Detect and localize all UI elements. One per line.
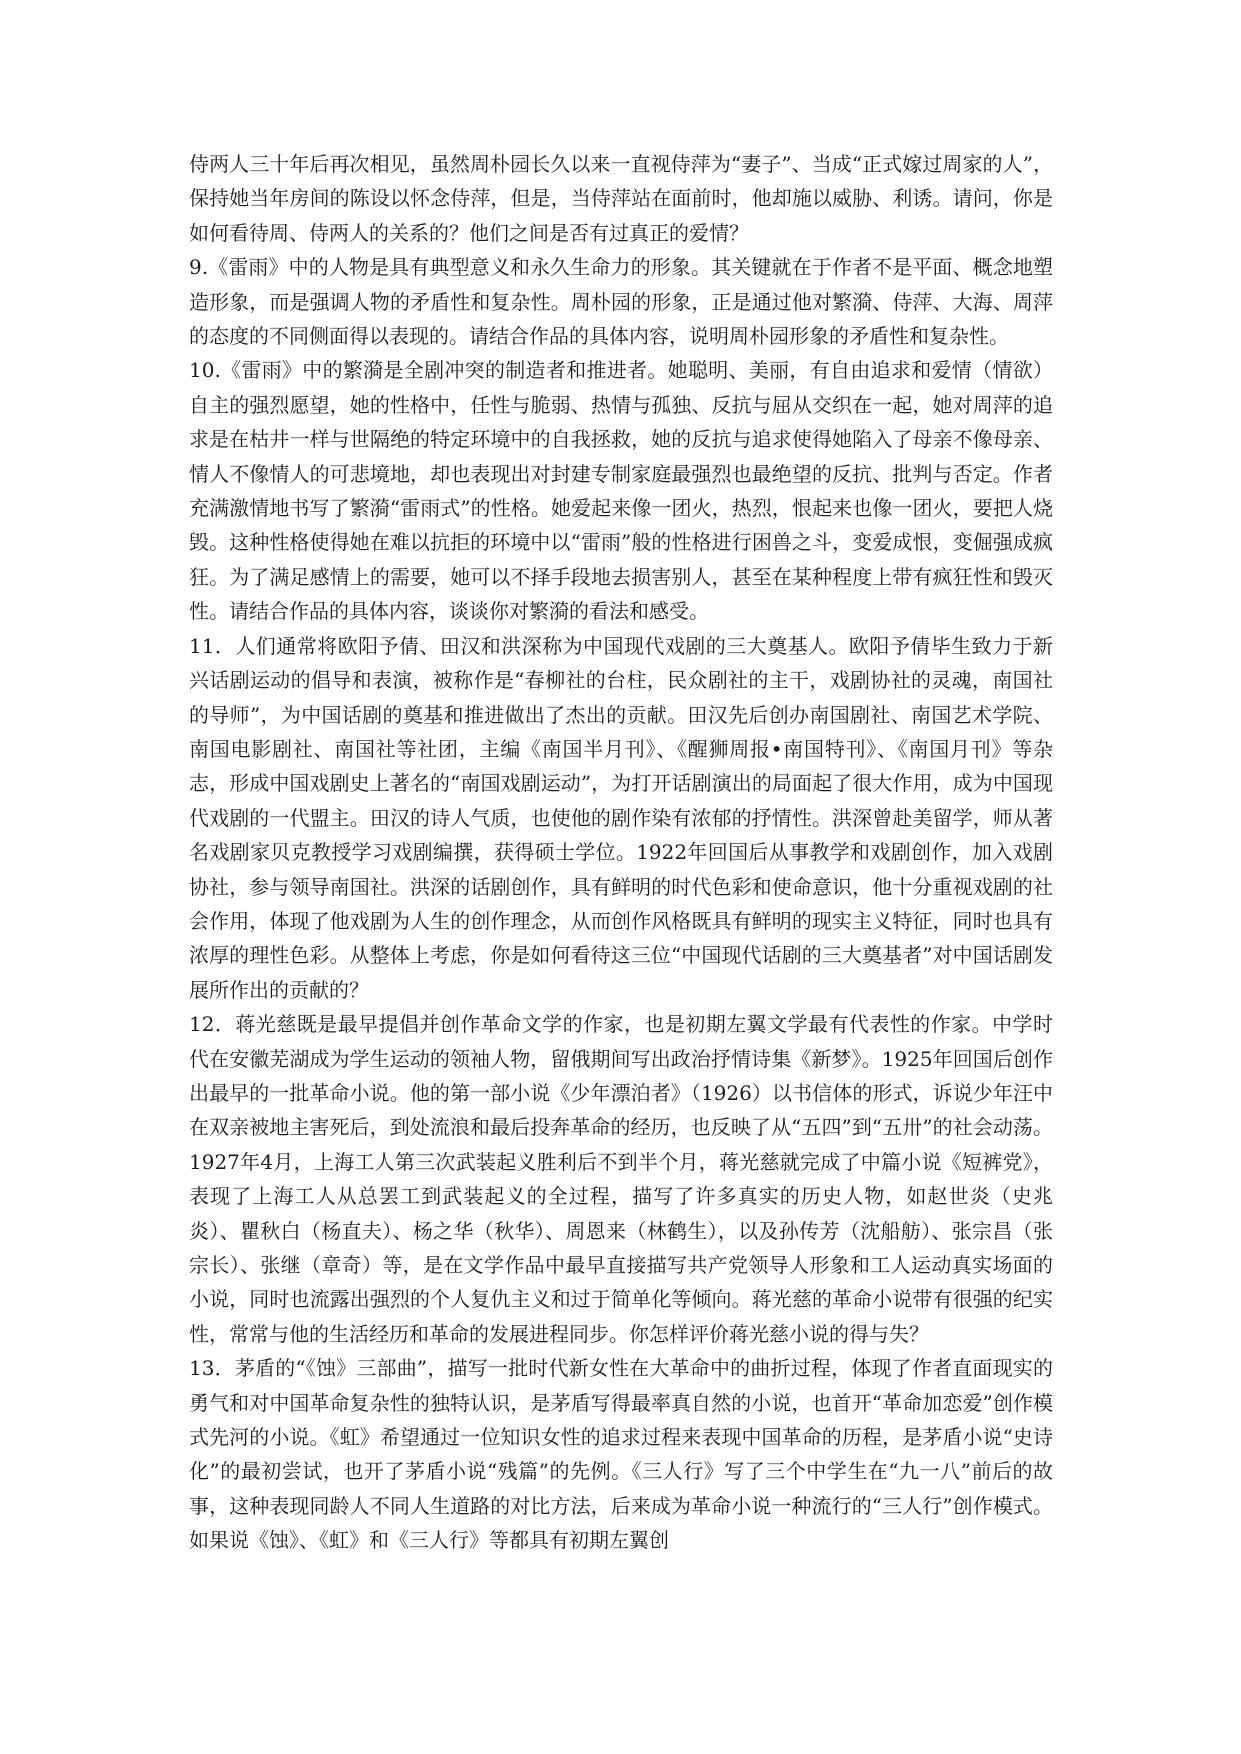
document-body xyxy=(189,147,1053,1558)
paragraph-continuation: 侍两人三十年后再次相见，虽然周朴园长久以来一直视侍萍为“妻子”、当成“正式嫁过周家的人”，保持她当年房间的陈设以怀念侍萍，但是，当侍萍站在面前时，他却施以威胁、利诱。请问，你是如何看待周、侍两人的关系的？他们之间是否有过真正的爱情？ xyxy=(189,152,1053,245)
paragraph-question-10: 10.《雷雨》中的繁漪是全剧冲突的制造者和推进者。她聪明、美丽，有自由追求和爱情（情欲）自主的强烈愿望，她的性格中，任性与脆弱、热情与孤独、反抗与屈从交织在一起，她对周萍的追求是在枯井一样与世隔绝的特定环境中的自我拯救，她的反抗与追求使得她陷入了母亲不像母亲、情人不像情人的可悲境地，却也表现出对封建专制家庭最强烈也最绝望的反抗、批判与否定。作者充满激情地书写了繁漪“雷雨式”的性格。她爱起来像一团火，热烈，恨起来也像一团火，要把人烧毁。这种性格使得她在难以抗拒的环境中以“雷雨”般的性格进行困兽之斗，变爱成恨，变倔强成疯狂。为了满足感情上的需要，她可以不择手段地去损害别人，甚至在某种程度上带有疯狂性和毁灭性。请结合作品的具体内容，谈谈你对繁漪的看法和感受。 xyxy=(189,358,1053,624)
paragraph-question-11: 11．人们通常将欧阳予倩、田汉和洪深称为中国现代戏剧的三大奠基人。欧阳予倩毕生致力于新兴话剧运动的倡导和表演，被称作是“春柳社的台柱，民众剧社的主干，戏剧协社的灵魂，南国社的导师”，为中国话剧的奠基和推进做出了杰出的贡献。田汉先后创办南国剧社、南国艺术学院、南国电影剧社、南国社等社团，主编《南国半月刊》、《醒狮周报•南国特刊》、《南国月刊》等杂志，形成中国戏剧史上著名的“南国戏剧运动”，为打开话剧演出的局面起了很大作用，成为中国现代戏剧的一代盟主。田汉的诗人气质，也使他的剧作染有浓郁的抒情性。洪深曾赴美留学，师从著名戏剧家贝克教授学习戏剧编撰，获得硕士学位。1922年回国后从事教学和戏剧创作，加入戏剧协社，参与领导南国社。洪深的话剧创作，具有鲜明的时代色彩和使命意识，他十分重视戏剧的社会作用，体现了他戏剧为人生的创作理念，从而创作风格既具有鲜明的现实主义特征，同时也具有浓厚的理性色彩。从整体上考虑，你是如何看待这三位“中国现代话剧的三大奠基者”对中国话剧发展所作出的贡献的？ xyxy=(189,633,1053,1002)
paragraph-question-12: 12．蒋光慈既是最早提倡并创作革命文学的作家，也是初期左翼文学最有代表性的作家。中学时代在安徽芜湖成为学生运动的领袖人物，留俄期间写出政治抒情诗集《新梦》。1925年回国后创作出最早的一批革命小说。他的第一部小说《少年漂泊者》（1926）以书信体的形式，诉说少年汪中在双亲被地主害死后，到处流浪和最后投奔革命的经历，也反映了从“五四”到“五卅”的社会动荡。1927年4月，上海工人第三次武装起义胜利后不到半个月，蒋光慈就完成了中篇小说《短裤党》，表现了上海工人从总罢工到武装起义的全过程，描写了许多真实的历史人物，如赵世炎（史兆炎）、瞿秋白（杨直夫）、杨之华（秋华）、周恩来（林鹤生），以及孙传芳（沈船舫）、张宗昌（张宗长）、张继（章奇）等，是在文学作品中最早直接描写共产党领导人形象和工人运动真实场面的小说，同时也流露出强烈的个人复仇主义和过于简单化等倾向。蒋光慈的革命小说带有很强的纪实性，常常与他的生活经历和革命的发展进程同步。你怎样评价蒋光慈小说的得与失？ xyxy=(189,1012,1053,1346)
paragraph-question-13: 13．茅盾的“《蚀》三部曲”，描写一批时代新女性在大革命中的曲折过程，体现了作者直面现实的勇气和对中国革命复杂性的独特认识，是茅盾写得最率真自然的小说，也首开“革命加恋爱”创作模式先河的小说。《虹》希望通过一位知识女性的追求过程来表现中国革命的历程，是茅盾小说“史诗化”的最初尝试，也开了茅盾小说“残篇”的先例。《三人行》写了三个中学生在“九一八”前后的故事，这种表现同龄人不同人生道路的对比方法，后来成为革命小说一种流行的“三人行”创作模式。如果说《蚀》、《虹》和《三人行》等都具有初期左翼创 xyxy=(189,1356,1053,1553)
paragraph-question-9: 9.《雷雨》中的人物是具有典型意义和永久生命力的形象。其关键就在于作者不是平面、概念地塑造形象，而是强调人物的矛盾性和复杂性。周朴园的形象，正是通过他对繁漪、侍萍、大海、周萍的态度的不同侧面得以表现的。请结合作品的具体内容，说明周朴园形象的矛盾性和复杂性。 xyxy=(189,255,1053,349)
